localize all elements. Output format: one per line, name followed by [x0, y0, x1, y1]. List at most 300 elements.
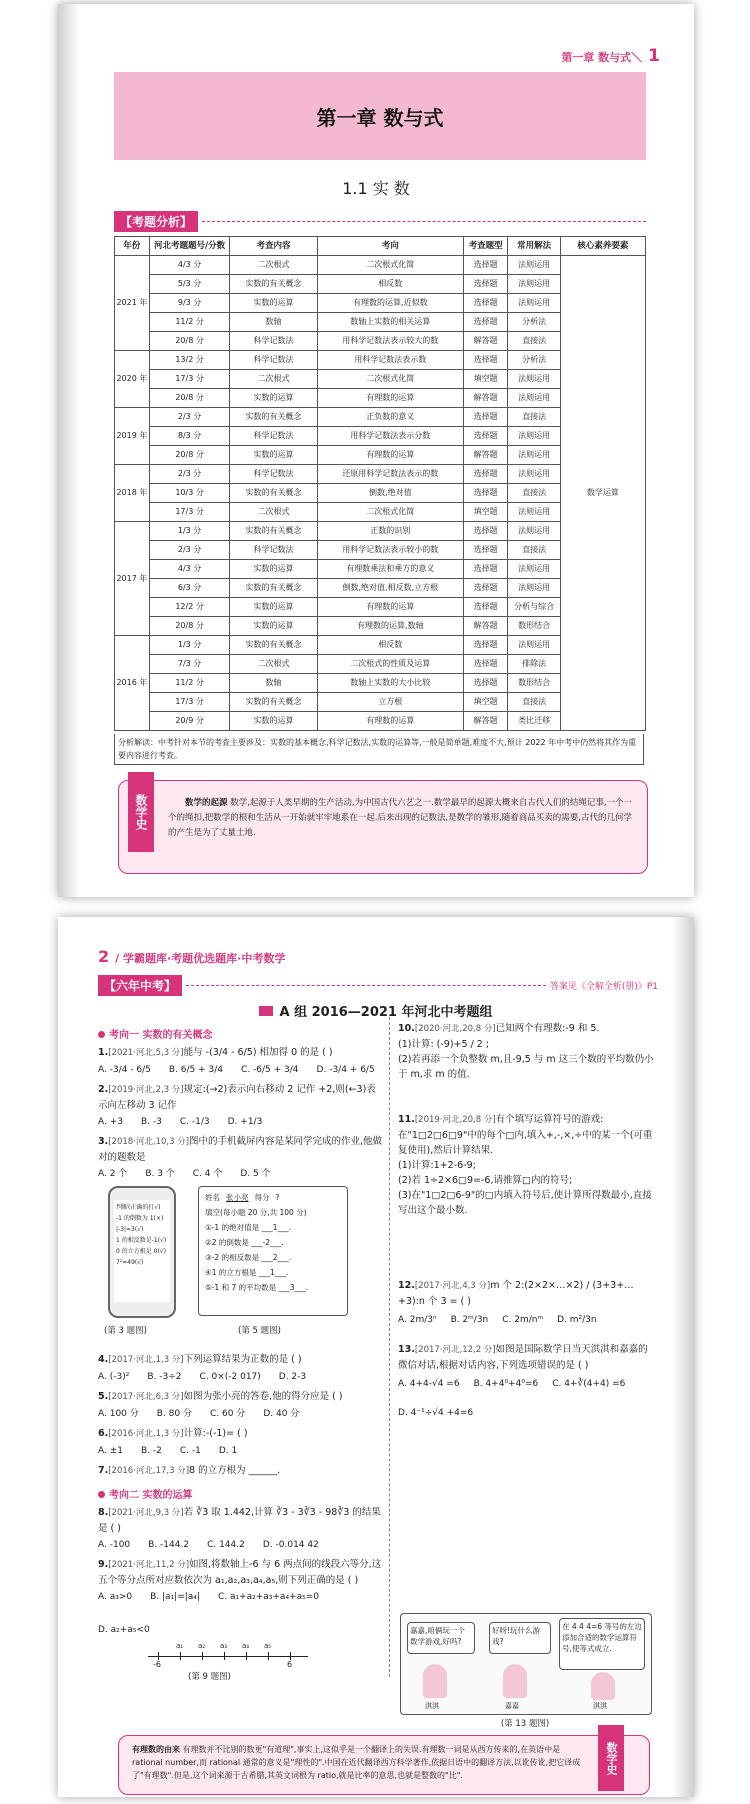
table-cell: 排除法 [508, 655, 560, 674]
option-C: C. 0×(-2 017) [199, 1372, 261, 1382]
table-cell: 选择题 [463, 256, 507, 275]
question-stem: 如图为张小亮的答卷,他的得分应是 ( ) [183, 1391, 343, 1402]
table-header-cell: 年份 [115, 237, 150, 256]
table-cell: 实数的有关概念 [230, 636, 317, 655]
option-D: D. -0.014 42 [262, 1540, 319, 1550]
table-cell: 用科学记数法表示较小的数 [317, 541, 463, 560]
table-cell: 填空题 [463, 693, 507, 712]
table-cell: 选择题 [463, 655, 507, 674]
table-cell: 5/3 分 [149, 275, 230, 294]
analysis-heading [114, 211, 646, 232]
question-number: 1. [98, 1047, 109, 1058]
question-7 [98, 1463, 383, 1479]
answer-card-item: ④1 的立方根是 ___1___. [205, 1268, 289, 1277]
page-2-header: 2 / 学霸题库·考题优选题库·中考数学 [98, 947, 286, 966]
option-A: A. 100 分 [98, 1409, 139, 1419]
table-cell: 二次根式 [230, 370, 317, 389]
exam-analysis-table [114, 236, 646, 731]
question-9 [98, 1557, 383, 1638]
table-cell: 法则运用 [508, 256, 560, 275]
question-line: (1)计算: (-9)+5 / 2 ; [398, 1039, 490, 1050]
table-cell: 相反数 [317, 636, 463, 655]
table-cell: 科学记数法 [230, 351, 317, 370]
table-cell: 11/2 分 [149, 313, 230, 332]
question-13 [398, 1342, 656, 1421]
question-line: (2)若 1÷2×6□9=-6,请推算□内的符号; [398, 1175, 573, 1186]
table-cell: 正数的识别 [317, 522, 463, 541]
answer-card-header [205, 1190, 341, 1205]
option-A: A. 2 个 [98, 1169, 128, 1179]
table-cell: 实数的有关概念 [230, 484, 317, 503]
table-cell: 立方根 [317, 693, 463, 712]
table-cell: 解答题 [463, 712, 507, 731]
table-cell: 直接法 [508, 484, 560, 503]
page-number: 1 [648, 46, 660, 66]
table-cell: 选择题 [463, 541, 507, 560]
table-cell: 数形结合 [508, 617, 560, 636]
chat-bubble-3: 在 4 4 4=6 等号的左边添加合适的数学运算符号,使等式成立. [559, 1618, 645, 1670]
table-cell: 有理数的运算 [317, 446, 463, 465]
question-stem: 能与 -(3/4 - 6/5) 相加得 0 的是 ( ) [183, 1047, 333, 1058]
question-stem: 如图,将数轴上-6 与 6 两点间的线段六等分,这五个等分点所对应数依次为 a₁,a₂,a₃,a₄,a₅,则下列正确的是 ( ) [98, 1559, 382, 1586]
table-cell: 科学记数法 [230, 541, 317, 560]
table-cell: 法则运用 [508, 370, 560, 389]
question-4 [98, 1352, 383, 1385]
topic-2-heading [98, 1483, 383, 1502]
option-C: C. 4+∛(4+4) =6 [552, 1379, 626, 1389]
page-1-spine [58, 4, 80, 897]
axis-tick [224, 1652, 225, 1660]
table-cell: 有理数的运算,数轴 [317, 617, 463, 636]
option-B: B. 6/5 + 3/4 [168, 1065, 224, 1075]
table-cell: 有理数的运算,近似数 [317, 294, 463, 313]
question-source: [2017·河北,1,3 分] [108, 1355, 184, 1365]
table-cell: 实数的运算 [230, 389, 317, 408]
question-line: (2)若再添一个负整数 m,且-9,5 与 m 这三个数的平均数仍小于 m,求 m 的值. [398, 1054, 654, 1080]
axis-point-label: a₃ [220, 1642, 228, 1650]
question-number: 13. [398, 1344, 415, 1355]
group-title [58, 1001, 694, 1020]
question-options [98, 1538, 383, 1553]
chapter-title: 第一章 数与式 [114, 72, 646, 160]
six-year-heading [98, 975, 658, 996]
table-cell: 解答题 [463, 446, 507, 465]
table-cell: 实数的运算 [230, 560, 317, 579]
table-cell: 直接法 [508, 408, 560, 427]
option-B: B. 3 个 [145, 1169, 175, 1179]
table-cell: 9/3 分 [149, 294, 230, 313]
table-cell: 20/8 分 [149, 389, 230, 408]
axis-label-right: 6 [287, 1660, 293, 1669]
table-header-row [115, 237, 646, 256]
table-cell: 法则运用 [508, 294, 560, 313]
axis-tick [290, 1652, 291, 1660]
table-cell: 分析法 [508, 351, 560, 370]
table-cell: 10/3 分 [149, 484, 230, 503]
table-cell: 17/3 分 [149, 503, 230, 522]
option-D: D. 40 分 [263, 1409, 300, 1419]
table-cell: 7/3 分 [149, 655, 230, 674]
axis-point-label: a₂ [198, 1642, 206, 1650]
table-cell: 数轴 [230, 313, 317, 332]
option-C: C. 144.2 [207, 1540, 245, 1550]
page-1 [58, 4, 694, 897]
history-label: 数学史 [128, 772, 154, 852]
option-B: B. -3÷2 [147, 1372, 182, 1382]
history-body: 数学,起源于人类早期的生产活动,为中国古代六艺之一.数学最早的起源大概来自古代人们的结绳记事,一个一个的绳扣,把数学的根和生活从一开始就牢牢地系在一起.后来出现的记数法,是数学的雏形,随着商品买卖的需要,古代的几何学的产生是为了丈量土地. [168, 798, 633, 838]
axis-tick [202, 1652, 203, 1660]
question-source: [2018·河北,10,3 分] [108, 1137, 190, 1147]
question-source: [2020·河北,20,8 分] [414, 1024, 496, 1034]
option-C: C. -6/5 + 3/4 [241, 1065, 299, 1075]
option-A: A. -3/4 - 6/5 [98, 1065, 151, 1075]
question-options [98, 1407, 383, 1422]
right-column [398, 1021, 656, 1425]
bullet-icon [98, 1491, 105, 1498]
table-cell: 17/3 分 [149, 370, 230, 389]
person-3-name: 淇淇 [593, 1702, 607, 1710]
option-A: A. +3 [98, 1117, 123, 1127]
answer-card-item: ①-1 的绝对值是 ___1___. [205, 1223, 292, 1232]
chat-illustration [400, 1613, 652, 1715]
option-C: C. -1 [179, 1446, 201, 1456]
option-D: D. 1 [218, 1446, 238, 1456]
table-cell: 倒数,绝对值,相反数,立方根 [317, 579, 463, 598]
score-value: ? [275, 1193, 280, 1202]
question-stem: 8 的立方根为 ______. [189, 1465, 281, 1476]
table-cell: 解答题 [463, 332, 507, 351]
group-marker-icon [259, 1006, 273, 1016]
q3-caption: (第 3 题图) [104, 1326, 147, 1336]
year-cell: 2020 年 [115, 351, 150, 408]
table-cell: 法则运用 [508, 427, 560, 446]
chat-bubble-2: 好呀!玩什么游戏? [489, 1622, 551, 1654]
table-cell: 解答题 [463, 389, 507, 408]
table-cell: 填空题 [463, 370, 507, 389]
table-cell: 正负数的意义 [317, 408, 463, 427]
table-cell: 选择题 [463, 275, 507, 294]
question-source: [2019·河北,2,3 分] [108, 1085, 184, 1095]
table-cell: 20/9 分 [149, 712, 230, 731]
table-cell: 选择题 [463, 579, 507, 598]
table-cell: 数形结合 [508, 674, 560, 693]
option-C: C. a₁+a₂+a₃+a₄+a₅=0 [217, 1592, 319, 1602]
axis-line [148, 1656, 308, 1657]
dotted-divider [186, 985, 546, 986]
question-stem: 图中的手机截屏内容是某同学完成的作业,他做对的题数是 [98, 1136, 383, 1163]
question-number: 10. [398, 1023, 415, 1034]
table-cell: 二次根式 [230, 256, 317, 275]
table-cell: 二次根式 [230, 655, 317, 674]
table-cell: 选择题 [463, 465, 507, 484]
table-cell: 填空题 [463, 503, 507, 522]
table-cell: 直接法 [508, 693, 560, 712]
table-cell: 二次根式 [230, 503, 317, 522]
question-stem: 若 ∛3 取 1.442,计算 ∛3 - 3∛3 - 98∛3 的结果是 ( ) [98, 1507, 381, 1534]
question-options [98, 1370, 383, 1385]
phone-line: 判断(正确的打√) [116, 1204, 161, 1211]
question-number: 6. [98, 1428, 109, 1439]
question-line: m 个 2:(2×2×…×2) / (3+3+…+3):n 个 3 = ( ) [398, 1280, 634, 1307]
question-number: 2. [98, 1084, 109, 1095]
question-12 [398, 1278, 656, 1328]
person-3-icon [591, 1672, 615, 1700]
question-5 [98, 1389, 383, 1422]
table-cell: 法则运用 [508, 560, 560, 579]
table-cell: 法则运用 [508, 579, 560, 598]
phone-line: 0 的立方根是 0(√) [116, 1248, 166, 1255]
table-cell: 法则运用 [508, 465, 560, 484]
question-source: [2017·河北,4,3 分] [414, 1281, 491, 1291]
table-cell: 二次根式化简 [317, 370, 463, 389]
axis-label-left: -6 [153, 1660, 161, 1669]
table-row [115, 256, 646, 275]
question-source: [2021·河北,11,2 分] [108, 1560, 190, 1570]
answer-card-item: ②2 的倒数是 ___-2___. [205, 1238, 284, 1247]
page-2-spine [672, 917, 694, 1797]
table-cell: 选择题 [463, 636, 507, 655]
table-cell: 8/3 分 [149, 427, 230, 446]
table-cell: 类比迁移 [508, 712, 560, 731]
question-number: 12. [398, 1280, 415, 1291]
question-line: 如图是国际数学日当天淇淇和嘉嘉的微信对话,根据对话内容,下列选项错误的是 ( ) [398, 1344, 648, 1371]
question-10 [398, 1021, 656, 1082]
q13-caption: (第 13 题图) [500, 1719, 550, 1729]
table-cell: 分析与综合 [508, 598, 560, 617]
option-B: B. -3 [141, 1117, 162, 1127]
table-cell: 实数的有关概念 [230, 408, 317, 427]
table-cell: 实数的有关概念 [230, 275, 317, 294]
table-cell: 还原用科学记数法表示的数 [317, 465, 463, 484]
table-cell: 实数的有关概念 [230, 579, 317, 598]
table-cell: 二次根式化简 [317, 256, 463, 275]
table-cell: 二次根式的性质及运算 [317, 655, 463, 674]
answer-card-intro: 填空(每小题 20 分,共 100 分) [205, 1208, 307, 1217]
question-source: [2017·河北,6,3 分] [108, 1392, 184, 1402]
question-8 [98, 1505, 383, 1553]
table-cell: 实数的运算 [230, 294, 317, 313]
table-cell: 20/8 分 [149, 617, 230, 636]
dotted-divider [202, 221, 646, 222]
table-cell: 数轴上实数的相关运算 [317, 313, 463, 332]
question-source: [2021·河北,5,3 分] [108, 1048, 184, 1058]
analysis-note: 分析解读：中考针对本节的考查主要涉及：实数的基本概念,科学记数法,实数的运算等,一般是简单题,难度不大,预计 2022 年中考中仍然将其作为重要内容进行考查。 [114, 734, 644, 765]
history-text-2 [132, 1743, 582, 1782]
option-D: D. 5 个 [240, 1169, 271, 1179]
table-cell: 用科学记数法表示数 [317, 351, 463, 370]
option-A: A. 2m/3ⁿ [398, 1315, 437, 1325]
question-source: [2016·河北,17,3 分] [108, 1466, 190, 1476]
table-header-cell: 河北考题题号/分数 [149, 237, 230, 256]
question-options [98, 1063, 383, 1078]
score-label: 得分 [254, 1193, 270, 1202]
phone-line: |-3|=3(√) [116, 1226, 144, 1233]
axis-tick [268, 1652, 269, 1660]
phone-line: 7²=49(√) [116, 1259, 144, 1266]
table-cell: 20/8 分 [149, 446, 230, 465]
table-cell: 2/3 分 [149, 541, 230, 560]
table-cell: 选择题 [463, 598, 507, 617]
year-cell: 2017 年 [115, 522, 150, 636]
option-A: A. ±1 [98, 1446, 123, 1456]
table-cell: 17/3 分 [149, 693, 230, 712]
student-name: 张小亮 [226, 1193, 249, 1202]
question-number: 3. [98, 1136, 109, 1147]
question-1 [98, 1045, 383, 1078]
table-cell: 数轴上实数的大小比较 [317, 674, 463, 693]
core-literacy-cell: 数学运算 [560, 256, 645, 731]
option-D: D. m²/3n [557, 1315, 597, 1325]
bullet-icon [98, 1031, 105, 1038]
history-label-2: 数学史 [598, 1725, 624, 1791]
table-cell: 选择题 [463, 484, 507, 503]
table-cell: 选择题 [463, 408, 507, 427]
question-source: [2021·河北,9,3 分] [108, 1508, 184, 1518]
table-cell: 6/3 分 [149, 579, 230, 598]
table-cell: 法则运用 [508, 522, 560, 541]
table-cell: 实数的有关概念 [230, 522, 317, 541]
table-cell: 1/3 分 [149, 522, 230, 541]
table-cell: 二次根式化简 [317, 503, 463, 522]
question-6 [98, 1426, 383, 1459]
table-cell: 倒数,绝对值 [317, 484, 463, 503]
topic-2-title: 考向二 实数的运算 [109, 1490, 193, 1501]
question-line: (3)在"1□2□6-9"的□内填入符号后,使计算所得数最小,直接写出这个最小数. [398, 1190, 652, 1216]
axis-tick [246, 1652, 247, 1660]
question-options [98, 1444, 383, 1459]
person-1-name: 淇淇 [425, 1702, 439, 1710]
option-D: D. -3/4 + 6/5 [316, 1065, 375, 1075]
option-C: C. 4 个 [192, 1169, 223, 1179]
table-cell: 选择题 [463, 351, 507, 370]
axis-tick [180, 1652, 181, 1660]
history-title: 数学的起源 [185, 798, 228, 808]
option-C: C. 60 分 [209, 1409, 246, 1419]
question-number: 11. [398, 1114, 415, 1125]
table-cell: 直接法 [508, 332, 560, 351]
question-number: 8. [98, 1507, 109, 1518]
page-number: 2 [98, 947, 110, 966]
table-cell: 解答题 [463, 617, 507, 636]
answer-reference: 答案见《全解全析(册)》P1 [549, 982, 658, 992]
topic-1-title: 考向一 实数的有关概念 [109, 1030, 213, 1041]
question-number: 9. [98, 1559, 109, 1570]
table-cell: 4/3 分 [149, 560, 230, 579]
year-cell: 2016 年 [115, 636, 150, 731]
table-cell: 实数的有关概念 [230, 693, 317, 712]
question-number: 4. [98, 1354, 109, 1365]
column-separator [389, 1017, 390, 1677]
question-stem: 规定:(→2)表示向右移动 2 记作 +2,则(←3)表示向左移动 3 记作 [98, 1084, 376, 1111]
table-cell: 12/2 分 [149, 598, 230, 617]
question-2 [98, 1082, 383, 1130]
table-header-cell: 考查题型 [463, 237, 507, 256]
question-11 [398, 1112, 656, 1218]
option-A: A. 4+4-√4 =6 [398, 1379, 460, 1389]
table-cell: 有理数的运算 [317, 598, 463, 617]
table-cell: 选择题 [463, 674, 507, 693]
phone-line: 1 的相反数是-1(√) [116, 1237, 167, 1244]
option-C: C. -1/3 [179, 1117, 210, 1127]
phone-screen [114, 1200, 170, 1302]
number-line [98, 1642, 383, 1682]
table-cell: 实数的运算 [230, 598, 317, 617]
header-title: 学霸题库·考题优选题库·中考数学 [123, 952, 286, 965]
axis-point-label: a₁ [176, 1642, 184, 1650]
table-header-cell: 考查内容 [230, 237, 317, 256]
answer-card [198, 1186, 348, 1316]
option-D: D. a₂+a₅<0 [98, 1625, 150, 1635]
question-stem: 计算:-(-1)= ( ) [183, 1428, 248, 1439]
table-cell: 实数的运算 [230, 617, 317, 636]
table-cell: 法则运用 [508, 389, 560, 408]
question-options [398, 1313, 656, 1328]
axis-point-label: a₅ [264, 1642, 272, 1650]
question-number: 5. [98, 1391, 109, 1402]
table-cell: 选择题 [463, 522, 507, 541]
table-cell: 科学记数法 [230, 427, 317, 446]
table-cell: 科学记数法 [230, 465, 317, 484]
question-3 [98, 1134, 383, 1182]
table-cell: 13/2 分 [149, 351, 230, 370]
page-1-header [561, 46, 660, 66]
question-number: 7. [98, 1465, 109, 1476]
answer-card-item: ⑤-1 和 7 的平均数是 ___3___. [205, 1283, 309, 1292]
question-line: (1)计算:1+2-6-9; [398, 1160, 476, 1171]
table-header-cell: 常用解法 [508, 237, 560, 256]
history-title-2: 有理数的由来 [132, 1745, 180, 1754]
name-label: 姓名 [205, 1193, 220, 1202]
table-cell: 实数的运算 [230, 446, 317, 465]
header-chapter-label: 第一章 数与式＼ [561, 51, 643, 64]
question-source: [2017·河北,12,2 分] [414, 1345, 496, 1355]
question-options [398, 1377, 656, 1421]
table-cell: 有理数的运算 [317, 712, 463, 731]
option-B: B. 4+4⁰+4⁰=6 [473, 1379, 539, 1389]
chat-bubble-1: 嘉嘉,咱俩玩一个数学游戏,好吗? [407, 1622, 475, 1654]
table-cell: 分析法 [508, 313, 560, 332]
year-cell: 2018 年 [115, 465, 150, 522]
table-cell: 1/3 分 [149, 636, 230, 655]
person-2-icon [503, 1664, 527, 1698]
table-cell: 选择题 [463, 313, 507, 332]
table-cell: 实数的运算 [230, 712, 317, 731]
table-cell: 法则运用 [508, 275, 560, 294]
history-text [168, 796, 633, 841]
table-cell: 有理数的运算 [317, 389, 463, 408]
option-A: A. (-3)² [98, 1372, 130, 1382]
table-cell: 用科学记数法表示分数 [317, 427, 463, 446]
table-cell: 11/2 分 [149, 674, 230, 693]
table-cell: 相反数 [317, 275, 463, 294]
option-B: B. -2 [141, 1446, 162, 1456]
table-cell: 4/3 分 [149, 256, 230, 275]
table-cell: 科学记数法 [230, 332, 317, 351]
six-year-tag: 【六年中考】 [98, 975, 182, 996]
year-cell: 2019 年 [115, 408, 150, 465]
group-title-text: A 组 2016—2021 年河北中考题组 [279, 1005, 493, 1020]
page-2 [58, 917, 694, 1797]
question-stem: 下列运算结果为正数的是 ( ) [183, 1354, 302, 1365]
table-cell: 2/3 分 [149, 465, 230, 484]
option-B: B. -144.2 [148, 1540, 190, 1550]
person-1-icon [423, 1664, 447, 1698]
analysis-tag: 【考题分析】 [114, 211, 198, 232]
table-cell: 用科学记数法表示较大的数 [317, 332, 463, 351]
question-line: 有个填写运算符号的游戏:在"1□2□6□9"中的每个□内,填入+,-,×,÷中的某一个(可重复使用),然后计算结果. [398, 1114, 653, 1156]
option-A: A. a₃>0 [98, 1592, 133, 1602]
section-title: 1.1 实 数 [342, 179, 410, 198]
